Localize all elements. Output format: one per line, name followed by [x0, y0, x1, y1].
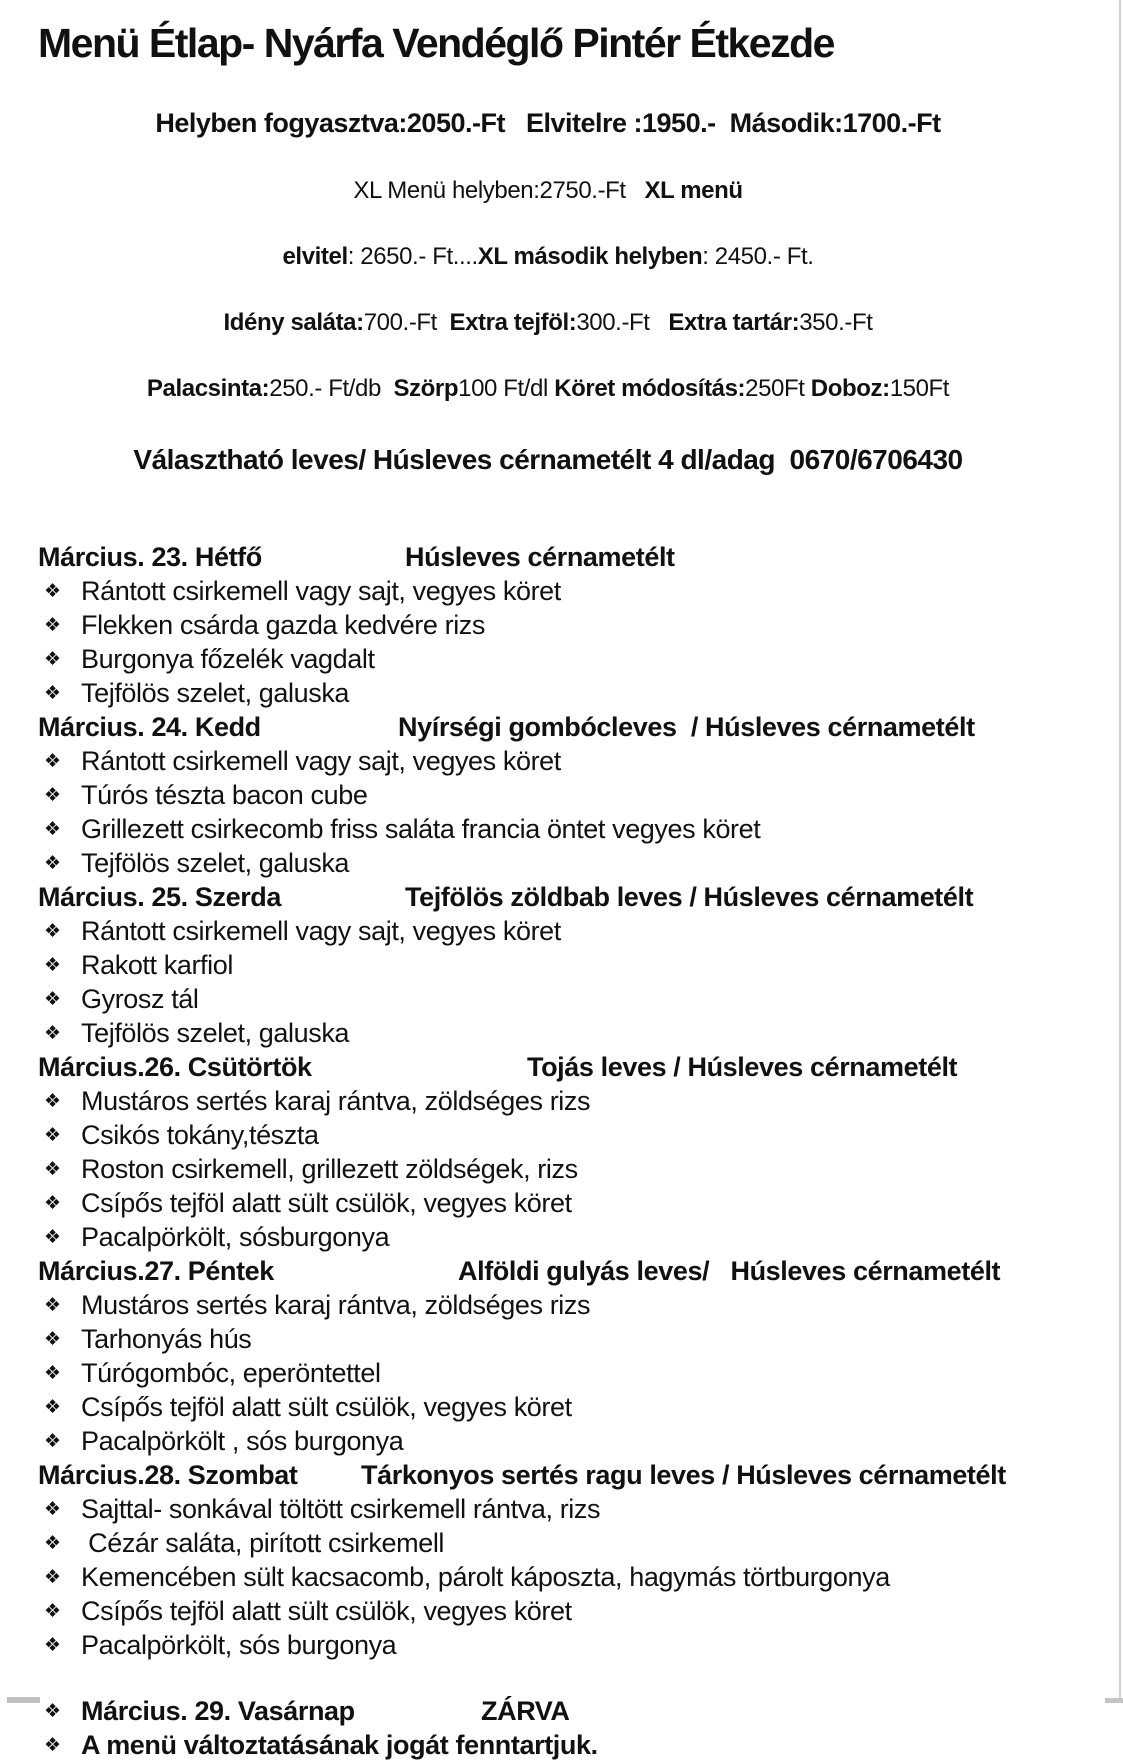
menu-item-text: Gyrosz tál [81, 984, 199, 1015]
menu-item [38, 1118, 1123, 1152]
menu-item-text: Rántott csirkemell vagy sajt, vegyes köret [81, 746, 561, 777]
menu-item-text: Túrós tészta bacon cube [81, 780, 368, 811]
weekly-menu [0, 540, 1123, 1762]
menu-item-text: Tejfölös szelet, galuska [81, 848, 350, 879]
xl-menu-prefix: XL Menü helyben:2750.-Ft [353, 177, 645, 205]
pricing-block [0, 67, 1096, 513]
day-header-thursday [38, 1050, 1123, 1084]
menu-item [38, 1152, 1123, 1186]
menu-item [38, 1390, 1123, 1424]
menu-item [38, 948, 1123, 982]
diamond-bullet-icon: ❖ [44, 1090, 61, 1113]
closed-day-line [38, 1694, 1123, 1728]
day-soup: Alföldi gulyás leves/ Húsleves cérnametélt [458, 1256, 1001, 1287]
menu-item [38, 1560, 1123, 1594]
syrup-label: Szörp [393, 375, 459, 403]
xl-second-label: XL második helyben [477, 243, 703, 271]
side-change-label: Köret módosítás: [554, 375, 746, 403]
day-date: Március.28. Szombat [38, 1460, 298, 1491]
day-header-friday [38, 1254, 1123, 1288]
disclaimer-text: A menü változtatásának jogát fenntartjuk. [81, 1730, 598, 1761]
diamond-bullet-icon: ❖ [44, 1566, 61, 1589]
menu-item-text: Rántott csirkemell vagy sajt, vegyes köret [81, 576, 561, 607]
day-date: Március.26. Csütörtök [38, 1052, 312, 1083]
diamond-bullet-icon: ❖ [44, 648, 61, 671]
diamond-bullet-icon: ❖ [44, 1498, 61, 1521]
page-title: Menü Étlap- Nyárfa Vendéglő Pintér Étkezde [38, 20, 834, 66]
diamond-bullet-icon: ❖ [44, 1362, 61, 1385]
menu-item-text: Flekken csárda gazda kedvére rizs [81, 610, 485, 641]
day-header-saturday [38, 1458, 1123, 1492]
salad-value: 700.-Ft [363, 309, 450, 337]
menu-item-text: Pacalpörkölt , sós burgonya [81, 1426, 404, 1457]
scrollbar-fragment-right [1105, 1698, 1123, 1703]
menu-item-text: Grillezett csirkecomb friss saláta francia öntet vegyes köret [81, 814, 761, 845]
box-label: Doboz: [810, 375, 890, 403]
diamond-bullet-icon: ❖ [44, 988, 61, 1011]
menu-item [38, 608, 1123, 642]
menu-item [38, 846, 1123, 880]
xl-takeaway-value: : 2650.- Ft.... [347, 243, 478, 271]
menu-item-text: Pacalpörkölt, sósburgonya [81, 1222, 390, 1253]
menu-item [38, 642, 1123, 676]
menu-item-text: Túrógombóc, eperöntettel [81, 1358, 381, 1389]
menu-item [38, 812, 1123, 846]
box-value: 150Ft [889, 375, 950, 403]
day-date: Március. 25. Szerda [38, 882, 282, 913]
day-soup: Tojás leves / Húsleves cérnametélt [527, 1052, 958, 1083]
xl-second-value: : 2450.- Ft. [702, 243, 814, 271]
menu-item [38, 914, 1123, 948]
side-change-value: 250Ft [745, 375, 811, 403]
closed-date: Március. 29. Vasárnap [81, 1696, 355, 1727]
menu-item-text: Rántott csirkemell vagy sajt, vegyes köret [81, 916, 561, 947]
closed-label: ZÁRVA [481, 1696, 570, 1727]
diamond-bullet-icon: ❖ [44, 852, 61, 875]
price-line-extras [0, 308, 1096, 338]
menu-footer [38, 1694, 1123, 1762]
diamond-bullet-icon: ❖ [44, 784, 61, 807]
diamond-bullet-icon: ❖ [44, 1328, 61, 1351]
diamond-bullet-icon: ❖ [44, 614, 61, 637]
diamond-bullet-icon: ❖ [44, 580, 61, 603]
menu-item-text: Rakott karfiol [81, 950, 233, 981]
disclaimer-line [38, 1728, 1123, 1762]
menu-item-text: Csípős tejföl alatt sült csülök, vegyes köret [81, 1596, 572, 1627]
menu-item [38, 676, 1123, 710]
diamond-bullet-icon: ❖ [44, 1430, 61, 1453]
xl-menu-label: XL menü [644, 177, 743, 205]
diamond-bullet-icon: ❖ [44, 682, 61, 705]
diamond-bullet-icon: ❖ [44, 1022, 61, 1045]
price-line-xl-menu [0, 176, 1096, 206]
scrollbar-fragment-left [7, 1697, 40, 1703]
page-right-edge [1119, 0, 1121, 1703]
menu-item [38, 1594, 1123, 1628]
diamond-bullet-icon: ❖ [44, 1600, 61, 1623]
menu-item [38, 1084, 1123, 1118]
price-line-xl-takeaway [0, 242, 1096, 272]
price-line-misc [0, 374, 1096, 404]
menu-item [38, 574, 1123, 608]
menu-item-text: Tejfölös szelet, galuska [81, 678, 350, 709]
diamond-bullet-icon: ❖ [44, 1192, 61, 1215]
diamond-bullet-icon: ❖ [44, 1158, 61, 1181]
menu-item [38, 1220, 1123, 1254]
pancake-value: 250.- Ft/db [269, 375, 394, 403]
menu-item-text: Mustáros sertés karaj rántva, zöldséges rizs [81, 1290, 591, 1321]
pancake-label: Palacsinta: [146, 375, 270, 403]
menu-item-text: Csikós tokány,tészta [81, 1120, 319, 1151]
menu-item [38, 1186, 1123, 1220]
menu-item [38, 1492, 1123, 1526]
diamond-bullet-icon: ❖ [44, 1226, 61, 1249]
diamond-bullet-icon: ❖ [44, 1396, 61, 1419]
menu-item [38, 1288, 1123, 1322]
menu-item-text: Sajttal- sonkával töltött csirkemell rántva, rizs [81, 1494, 601, 1525]
menu-item [38, 1424, 1123, 1458]
sour-cream-label: Extra tejföl: [449, 309, 577, 337]
menu-item [38, 1356, 1123, 1390]
diamond-bullet-icon: ❖ [44, 1532, 61, 1555]
diamond-bullet-icon: ❖ [44, 954, 61, 977]
day-date: Március. 23. Hétfő [38, 542, 262, 573]
menu-item-text: Cézár saláta, pirított csirkemell [81, 1528, 445, 1559]
day-date: Március.27. Péntek [38, 1256, 274, 1287]
menu-item-text: Tarhonyás hús [81, 1324, 252, 1355]
menu-item-text: Pacalpörkölt, sós burgonya [81, 1630, 397, 1661]
diamond-bullet-icon: ❖ [44, 818, 61, 841]
menu-item [38, 744, 1123, 778]
day-soup: Húsleves cérnametélt [405, 542, 675, 573]
tartar-value: 350.-Ft [799, 309, 873, 337]
day-soup: Tárkonyos sertés ragu leves / Húsleves cérnametélt [361, 1460, 1006, 1491]
menu-item-text: Mustáros sertés karaj rántva, zöldséges rizs [81, 1086, 591, 1117]
sour-cream-value: 300.-Ft [576, 309, 669, 337]
tartar-label: Extra tartár: [668, 309, 800, 337]
menu-item [38, 1526, 1123, 1560]
syrup-value: 100 Ft/dl [458, 375, 555, 403]
menu-item-text: Roston csirkemell, grillezett zöldségek, rizs [81, 1154, 578, 1185]
menu-item [38, 778, 1123, 812]
diamond-bullet-icon: ❖ [44, 1700, 61, 1723]
salad-label: Idény saláta: [223, 309, 364, 337]
diamond-bullet-icon: ❖ [44, 1124, 61, 1147]
day-header-tuesday [38, 710, 1123, 744]
xl-takeaway-label: elvitel [282, 243, 348, 271]
menu-item-text: Tejfölös szelet, galuska [81, 1018, 350, 1049]
menu-item [38, 1016, 1123, 1050]
diamond-bullet-icon: ❖ [44, 750, 61, 773]
diamond-bullet-icon: ❖ [44, 1734, 61, 1757]
price-line-dine-in: Helyben fogyasztva:2050.-Ft Elvitelre :1950.- Második:1700.-Ft [155, 108, 941, 139]
menu-item [38, 1628, 1123, 1662]
menu-item-text: Burgonya főzelék vagdalt [81, 644, 375, 675]
menu-item [38, 982, 1123, 1016]
menu-item [38, 1322, 1123, 1356]
menu-item-text: Csípős tejföl alatt sült csülök, vegyes köret [81, 1188, 572, 1219]
menu-item-text: Csípős tejföl alatt sült csülök, vegyes köret [81, 1392, 572, 1423]
day-soup: Nyírségi gombócleves / Húsleves cérnametélt [398, 712, 975, 743]
diamond-bullet-icon: ❖ [44, 920, 61, 943]
menu-item-text: Kemencében sült kacsacomb, párolt káposzta, hagymás törtburgonya [81, 1562, 890, 1593]
day-date: Március. 24. Kedd [38, 712, 261, 743]
day-header-wednesday [38, 880, 1123, 914]
day-soup: Tejfölös zöldbab leves / Húsleves cérnametélt [405, 882, 974, 913]
diamond-bullet-icon: ❖ [44, 1294, 61, 1317]
day-header-monday [38, 540, 1123, 574]
diamond-bullet-icon: ❖ [44, 1634, 61, 1657]
soup-choice-line: Választható leves/ Húsleves cérnametélt 4 dl/adag 0670/6706430 [133, 444, 963, 476]
